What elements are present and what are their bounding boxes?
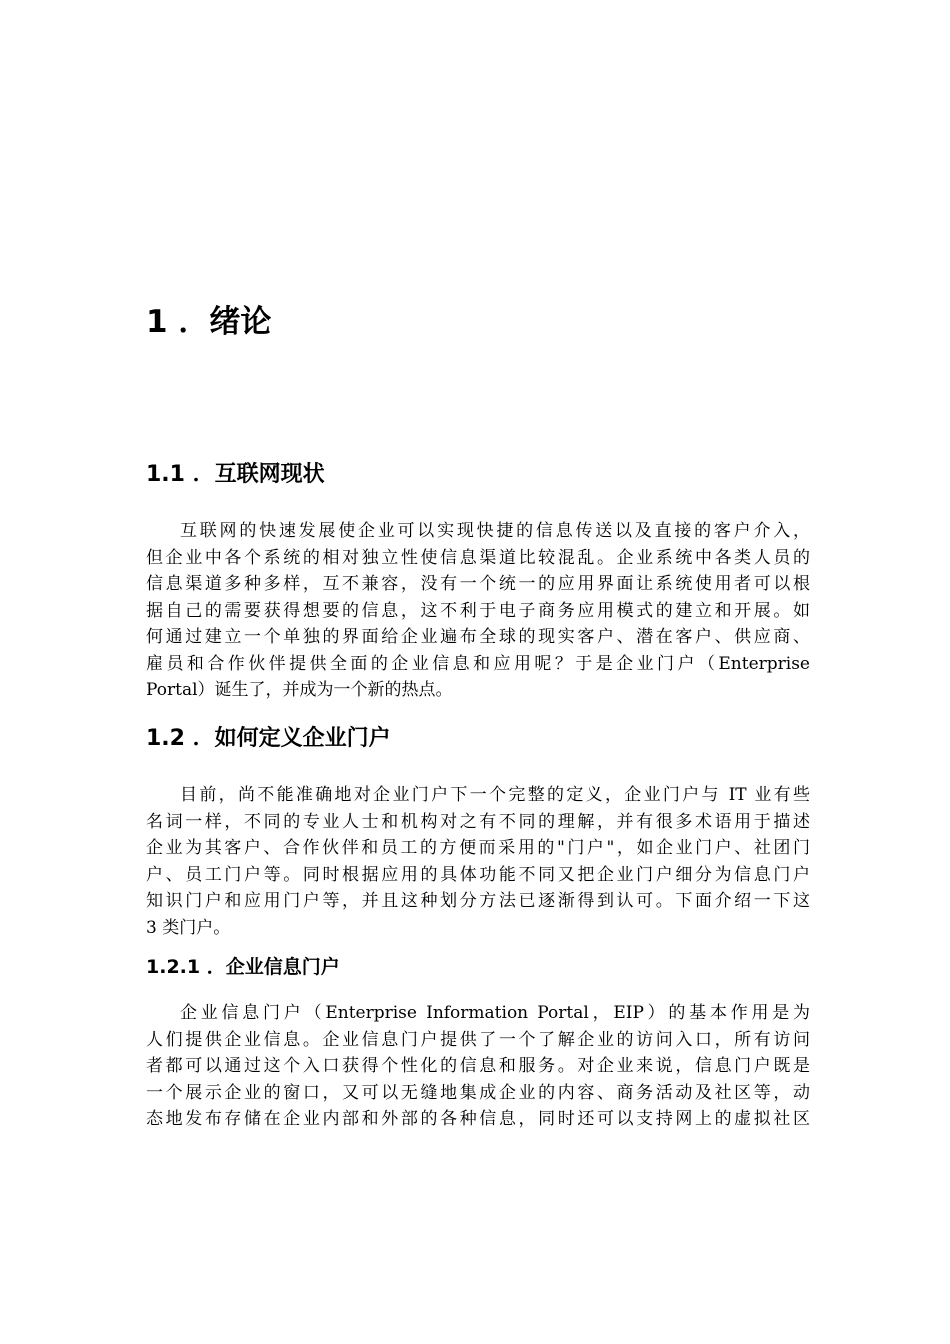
- section-1-1-paragraph: [146, 518, 810, 704]
- paragraph-line: 人们提供企业信息。企业信息门户提供了一个了解企业的访问入口，所有访问: [146, 1029, 810, 1050]
- paragraph-line: 企业为其客户、合作伙伴和员工的方便而采用的"门户"，如企业门户、社团门: [146, 838, 810, 858]
- paragraph-line: 互联网的快速发展使企业可以实现快捷的信息传送以及直接的客户介入，: [180, 521, 810, 541]
- section-heading-1-2-1: 1.2.1 ．企业信息门户: [146, 956, 340, 978]
- paragraph-line: 名词一样，不同的专业人士和机构对之有不同的理解，并有很多术语用于描述: [146, 811, 810, 832]
- paragraph-line: 目前，尚不能准确地对企业门户下一个完整的定义，企业门户与 IT 业有些: [180, 785, 810, 805]
- paragraph-line: 态地发布存储在企业内部和外部的各种信息，同时还可以支持网上的虚拟社区: [146, 1109, 810, 1129]
- section-heading-1-1: 1.1 ．互联网现状: [146, 462, 325, 487]
- paragraph-line: 3 类门户。: [146, 917, 231, 938]
- paragraph-line: 雇员和合作伙伴提供全面的企业信息和应用呢？于是企业门户（Enterprise: [146, 653, 810, 674]
- paragraph-line: 信息渠道多种多样，互不兼容，没有一个统一的应用界面让系统使用者可以根: [146, 574, 810, 594]
- paragraph-line: 者都可以通过这个入口获得个性化的信息和服务。对企业来说，信息门户既是: [146, 1056, 810, 1076]
- paragraph-line: 但企业中各个系统的相对独立性使信息渠道比较混乱。企业系统中各类人员的: [146, 547, 810, 568]
- paragraph-line: 何通过建立一个单独的界面给企业遍布全球的现实客户、潜在客户、供应商、: [146, 627, 810, 647]
- section-1-2-1-paragraph: [146, 1000, 810, 1133]
- chapter-title: 1 ．绪论: [146, 304, 272, 340]
- paragraph-line: 据自己的需要获得想要的信息，这不利于电子商务应用模式的建立和开展。如: [146, 600, 810, 621]
- paragraph-line: Portal）诞生了，并成为一个新的热点。: [146, 680, 453, 700]
- section-heading-1-2: 1.2 ．如何定义企业门户: [146, 726, 391, 751]
- paragraph-line: 户、员工门户等。同时根据应用的具体功能不同又把企业门户细分为信息门户: [146, 864, 810, 885]
- paragraph-line: 一个展示企业的窗口，又可以无缝地集成企业的内容、商务活动及社区等，动: [146, 1082, 810, 1103]
- paragraph-line: 知识门户和应用门户等，并且这种划分方法已逐渐得到认可。下面介绍一下这: [146, 891, 810, 911]
- section-1-2-paragraph: [146, 782, 810, 941]
- paragraph-line: 企业信息门户（Enterprise Information Portal，EIP）的基本作用是为: [180, 1003, 810, 1023]
